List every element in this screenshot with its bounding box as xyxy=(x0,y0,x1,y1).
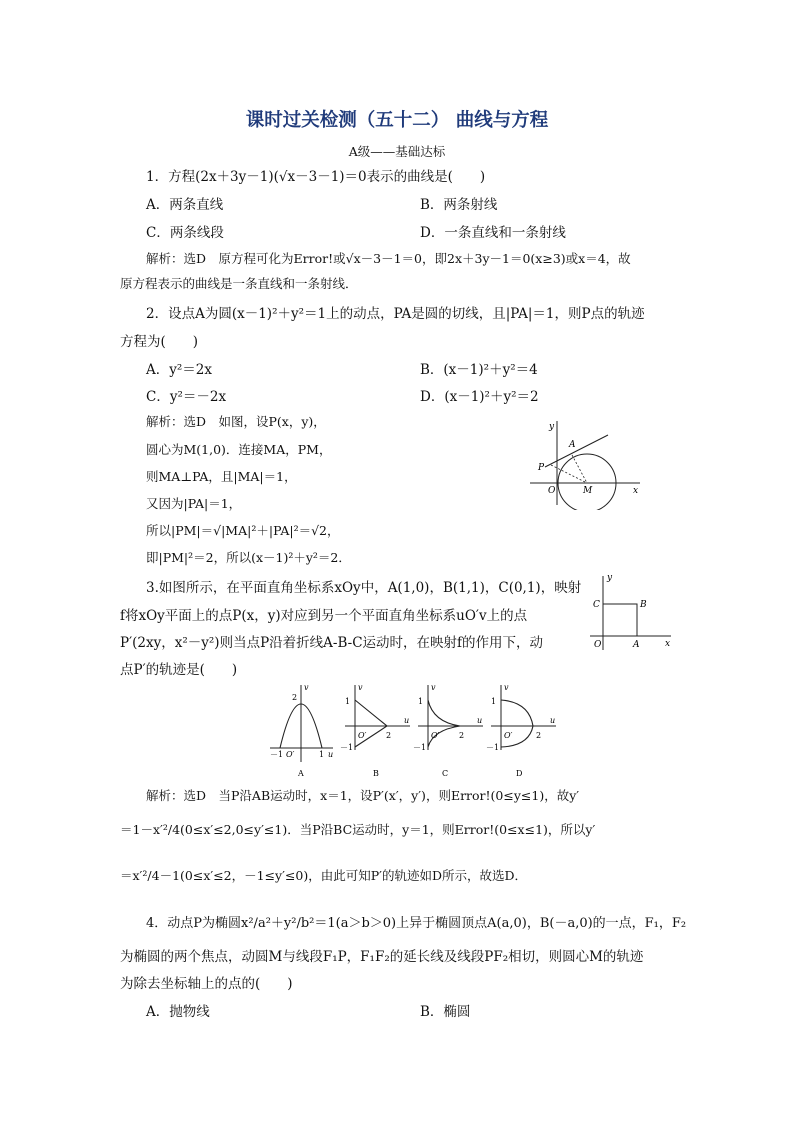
q3-stem-4: 点P′的轨迹是( ) xyxy=(120,662,238,678)
svg-text:D: D xyxy=(516,769,523,778)
q1-solution-1: 解析：选D 原方程可化为Error!或√x－3－1＝0，即2x＋3y－1＝0(x≥3)或x＝4，故 xyxy=(146,251,631,266)
q4-stem-1: 4．动点P为椭圆x²/a²＋y²/b²＝1(a＞b＞0)上异于椭圆顶点A(a,0)，B(－a,0)的一点，F₁，F₂ xyxy=(146,916,687,931)
svg-text:v: v xyxy=(504,683,509,692)
q2-stem-1: 2．设点A为圆(x－1)²＋y²＝1上的动点，PA是圆的切线，且|PA|＝1，则P点的轨迹 xyxy=(146,306,645,322)
svg-text:2: 2 xyxy=(536,731,542,740)
q3-stem-2: f将xOy平面上的点P(x，y)对应到另一个平面直角坐标系uO′v上的点 xyxy=(120,608,528,624)
q4-option-a[interactable]: A．抛物线 xyxy=(146,1004,210,1020)
q4-option-b[interactable]: B．椭圆 xyxy=(420,1004,471,1020)
q2-solution-5: 所以|PM|＝√|MA|²＋|PA|²＝√2， xyxy=(146,523,340,538)
svg-text:－1: －1 xyxy=(413,743,427,752)
q2-solution-6: 即|PM|²＝2，所以(x－1)²＋y²＝2． xyxy=(146,550,351,565)
svg-text:C: C xyxy=(442,769,449,778)
label-m: M xyxy=(583,486,593,496)
svg-text:－1: －1 xyxy=(486,743,500,752)
svg-text:O′: O′ xyxy=(431,731,440,740)
label-y: y xyxy=(549,422,555,432)
q2-solution-3: 则MA⊥PA，且|MA|＝1， xyxy=(146,469,297,484)
svg-text:2: 2 xyxy=(292,693,298,702)
svg-text:1: 1 xyxy=(345,697,351,706)
svg-text:1: 1 xyxy=(319,750,325,759)
svg-text:v: v xyxy=(358,683,363,692)
label-y: y xyxy=(607,573,613,583)
q3-solution-1: 解析：选D 当P沿AB运动时，x＝1，设P′(x′，y′)，则Error!(0≤y≤1)，故y′ xyxy=(146,788,580,803)
q3-square-figure xyxy=(585,570,675,652)
q3-option-a-figure[interactable] xyxy=(270,683,333,778)
q4-stem-3: 为除去坐标轴上的点的( ) xyxy=(120,976,293,992)
q1-option-c[interactable]: C．两条线段 xyxy=(146,225,224,241)
svg-text:u: u xyxy=(550,716,556,725)
svg-text:2: 2 xyxy=(459,731,465,740)
q1-option-d[interactable]: D．一条直线和一条射线 xyxy=(420,225,566,241)
svg-text:－1: －1 xyxy=(270,750,284,759)
label-o: O xyxy=(594,640,602,650)
svg-text:O′: O′ xyxy=(358,731,367,740)
label-b: B xyxy=(640,600,647,610)
svg-text:v: v xyxy=(304,683,309,692)
svg-text:O′: O′ xyxy=(286,750,295,759)
label-a: A xyxy=(569,440,576,450)
q3-solution-2: ＝1－x′²/4(0≤x′≤2,0≤y′≤1)．当P沿BC运动时，y＝1，则Error!(0≤x≤1)，所以y′ xyxy=(120,822,596,837)
segment-ma xyxy=(572,455,587,483)
svg-text:－1: －1 xyxy=(340,743,354,752)
q3-option-b-figure[interactable] xyxy=(340,683,410,778)
label-p: P xyxy=(538,463,545,473)
svg-text:O′: O′ xyxy=(504,731,513,740)
q3-stem-3: P′(2xy，x²－y²)则当点P沿着折线A-B-C运动时，在映射f的作用下，动 xyxy=(120,635,544,651)
q2-option-a[interactable]: A．y²＝2x xyxy=(146,362,212,378)
q2-solution-1: 解析：选D 如图，设P(x，y)， xyxy=(146,414,326,429)
svg-text:B: B xyxy=(373,769,379,778)
q1-solution-2: 原方程表示的曲线是一条直线和一条射线． xyxy=(120,276,358,291)
svg-text:u: u xyxy=(477,716,483,725)
circle-m xyxy=(558,454,616,510)
tangent-line xyxy=(545,435,608,467)
q2-stem-2: 方程为( ) xyxy=(120,334,199,350)
label-a: A xyxy=(633,640,640,650)
svg-text:1: 1 xyxy=(418,697,424,706)
q3-option-figures xyxy=(268,680,558,780)
q3-option-c-figure[interactable] xyxy=(413,683,483,778)
q2-option-d[interactable]: D．(x－1)²＋y²＝2 xyxy=(420,389,539,405)
label-c: C xyxy=(593,600,600,610)
segment-pm xyxy=(551,465,587,483)
q2-solution-4: 又因为|PA|＝1， xyxy=(146,496,242,511)
label-o: O xyxy=(548,486,556,496)
q2-option-c[interactable]: C．y²＝－2x xyxy=(146,389,227,405)
section-level: A级——基础达标 xyxy=(348,144,446,159)
q4-stem-2: 为椭圆的两个焦点，动圆M与线段F₁P，F₁F₂的延长线及线段PF₂相切，则圆心M的轨迹 xyxy=(120,949,644,965)
page-title: 课时过关检测（五十二） 曲线与方程 xyxy=(245,110,549,131)
label-x: x xyxy=(633,486,639,496)
q2-solution-2: 圆心为M(1,0)．连接MA，PM， xyxy=(146,442,332,457)
svg-text:1: 1 xyxy=(491,697,497,706)
q1-option-a[interactable]: A．两条直线 xyxy=(146,197,224,213)
path-abc xyxy=(603,604,637,636)
q2-circle-figure xyxy=(525,415,645,510)
q3-option-d-figure[interactable] xyxy=(486,683,556,778)
svg-text:u: u xyxy=(328,750,334,759)
q1-option-b[interactable]: B．两条射线 xyxy=(420,197,498,213)
q2-option-b[interactable]: B．(x－1)²＋y²＝4 xyxy=(420,362,538,378)
svg-text:2: 2 xyxy=(386,731,392,740)
q1-stem: 1．方程(2x＋3y－1)(√x－3－1)＝0表示的曲线是( ) xyxy=(146,169,486,185)
svg-text:v: v xyxy=(431,683,436,692)
label-x: x xyxy=(665,639,671,649)
svg-text:u: u xyxy=(404,716,410,725)
q3-stem-1: 3.如图所示，在平面直角坐标系xOy中，A(1,0)，B(1,1)，C(0,1)，映射 xyxy=(146,580,582,596)
q3-solution-3: ＝x′²/4－1(0≤x′≤2，－1≤y′≤0)，由此可知P′的轨迹如D所示，故选D． xyxy=(120,868,528,883)
svg-text:A: A xyxy=(298,769,304,778)
